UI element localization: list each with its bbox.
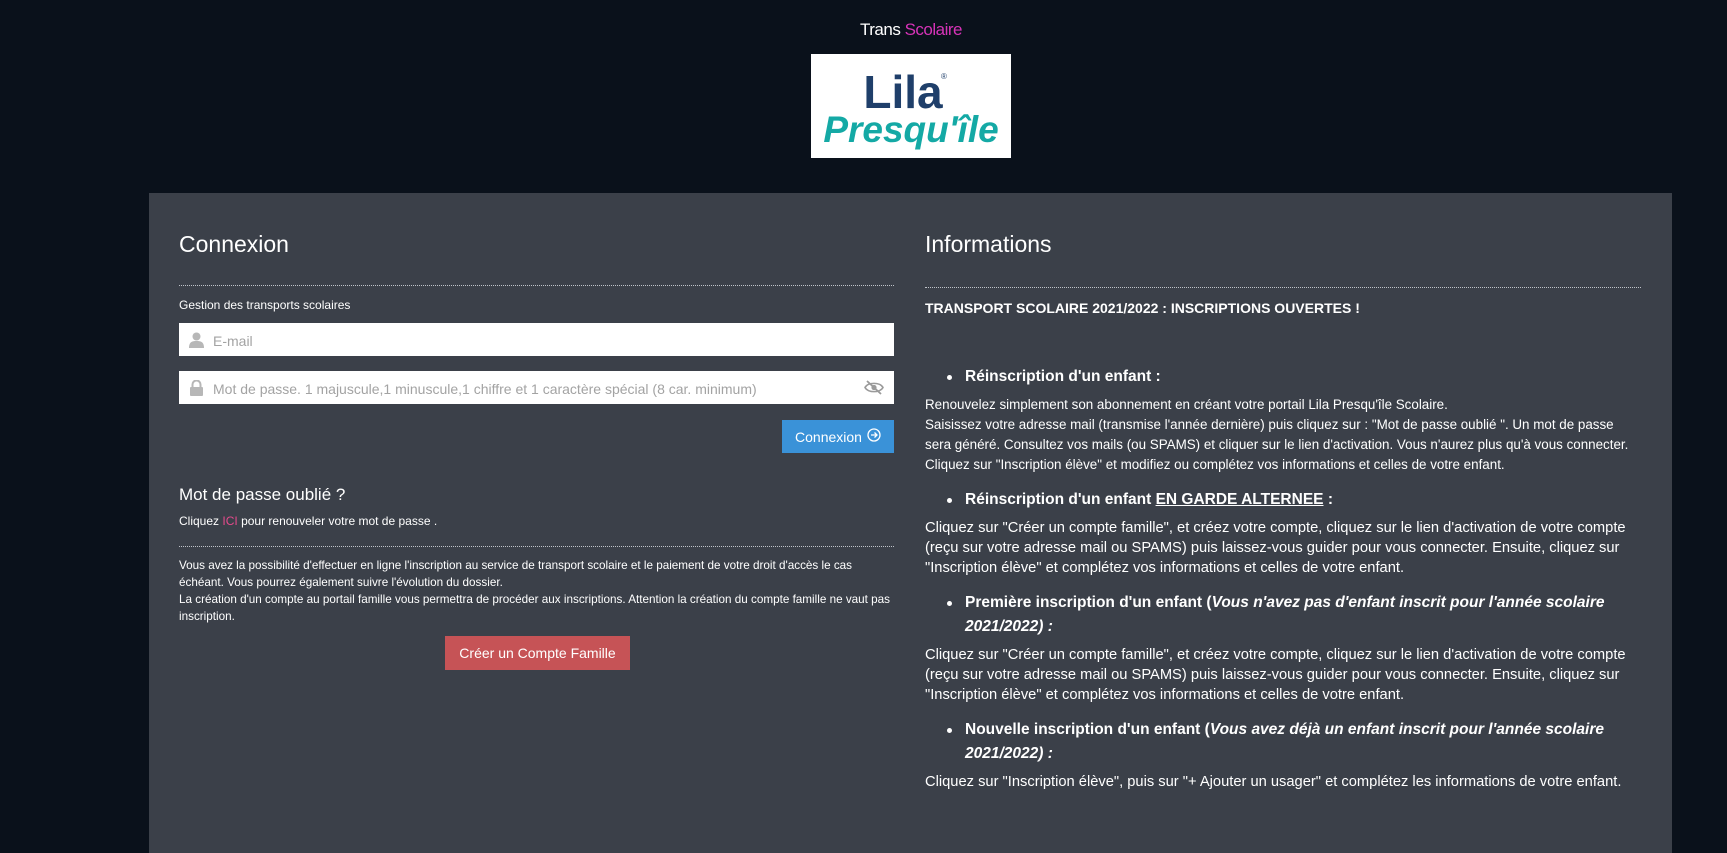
description-paragraph-1: Vous avez la possibilité d'effectuer en ligne l'inscription au service de transport scolaire et le paiement de votre droit d'accès le cas échéant. Vous pourrez également suivre l'évolution du dossier.: [179, 559, 853, 589]
user-icon: [189, 332, 204, 353]
information-title: Informations: [925, 231, 1052, 257]
divider: [925, 287, 1641, 288]
brand-part2: Scolaire: [904, 20, 962, 39]
logo-trademark: ®: [941, 72, 947, 81]
info-text: Cliquez sur "Inscription élève", puis sur "+ Ajouter un usager" et complétez les informations de votre enfant.: [925, 774, 1622, 790]
info-section-heading: Réinscription d'un enfant :: [947, 365, 1641, 389]
divider: [179, 285, 894, 286]
info-section-heading: Réinscription d'un enfant EN GARDE ALTERNEE :: [947, 488, 1641, 512]
email-field: [179, 323, 894, 356]
forgot-prefix: Cliquez: [179, 514, 220, 528]
info-section-heading: Nouvelle inscription d'un enfant (Vous avez déjà un enfant inscrit pour l'année scolaire 2021/2022) :: [947, 718, 1641, 766]
email-input[interactable]: [211, 323, 854, 358]
lila-presquile-logo: [811, 54, 1011, 158]
forgot-password-title: Mot de passe oublié ?: [179, 485, 346, 504]
login-title: Connexion: [179, 231, 289, 257]
info-text: Cliquez sur "Inscription élève" et modifiez ou complétez vos informations et celles de votre enfant.: [925, 457, 1505, 472]
forgot-password-line: [179, 514, 437, 528]
divider: [179, 546, 894, 547]
reset-password-link[interactable]: ICI: [222, 514, 238, 528]
password-field: [179, 371, 894, 404]
logo-line1: Lila: [863, 66, 943, 118]
lock-icon: [189, 380, 204, 401]
info-section-heading: Première inscription d'un enfant (Vous n'avez pas d'enfant inscrit pour l'année scolaire 2021/2022) :: [947, 591, 1641, 639]
arrow-circle-right-icon: [867, 428, 881, 445]
password-input[interactable]: [211, 371, 854, 406]
service-description: [179, 557, 894, 625]
login-button-label: Connexion: [795, 428, 862, 445]
login-subtitle: Gestion des transports scolaires: [179, 298, 351, 312]
create-family-account-button[interactable]: Créer un Compte Famille: [445, 636, 630, 670]
main-panel: [149, 193, 1672, 853]
brand-part1: Trans: [860, 20, 901, 39]
info-body: [925, 365, 1641, 792]
info-text: Renouvelez simplement son abonnement en créant votre portail Lila Presqu'île Scolaire.: [925, 397, 1448, 412]
garde-alternee-text: EN GARDE ALTERNEE: [1155, 491, 1324, 508]
information-section: [925, 193, 1641, 792]
info-text: Saisissez votre adresse mail (transmise l'année dernière) puis cliquez sur : "Mot de passe oublié ". Un mot de passe sera généré. Consultez vos mails (ou SPAMS) et cliquer sur le lien d'activation. Vous n'aurez plus qu'à vous connecter.: [925, 417, 1629, 452]
logo-line2: Presqu'île: [823, 109, 999, 150]
site-brand: [0, 20, 1727, 40]
info-text: Cliquez sur "Créer un compte famille", et créez votre compte, cliquez sur le lien d'activation de votre compte (reçu sur votre adresse mail ou SPAMS) puis laissez-vous guider pour vous connecter. Ensuite, cliquez sur "Inscription élève" et complétez vos informations et celles de votre enfant.: [925, 520, 1626, 576]
login-button[interactable]: [782, 420, 894, 453]
eye-slash-icon[interactable]: [864, 380, 884, 400]
forgot-suffix: pour renouveler votre mot de passe .: [241, 514, 438, 528]
login-section: [179, 193, 894, 661]
info-headline: TRANSPORT SCOLAIRE 2021/2022 : INSCRIPTIONS OUVERTES !: [925, 300, 1360, 316]
info-text: Cliquez sur "Créer un compte famille", et créez votre compte, cliquez sur le lien d'activation de votre compte (reçu sur votre adresse mail ou SPAMS) puis laissez-vous guider pour vous connecter. Ensuite, cliquez sur "Inscription élève" et complétez vos informations et celles de votre enfant.: [925, 647, 1626, 703]
description-paragraph-2: La création d'un compte au portail famille vous permettra de procéder aux inscriptions. Attention la création du compte famille ne vaut pas inscription.: [179, 593, 891, 623]
